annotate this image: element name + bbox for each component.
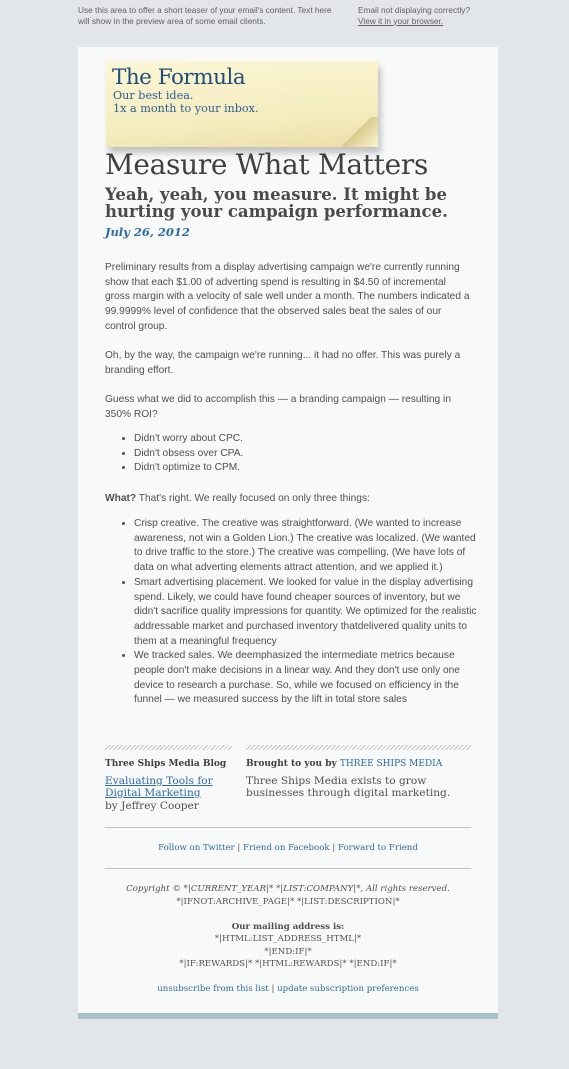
preheader-teaser: Use this area to offer a short teaser of your email's content. Text here will show in the preview area of some email clients. bbox=[78, 5, 332, 26]
separator: | bbox=[271, 984, 275, 994]
list-item: • We tracked sales. We deemphasized the intermediate metrics because people don't make decisions in a linear way. And they don't use only one device to research a purchase. So, while we focused on efficiency in the funnel — we measured success by the lift in total store sales bbox=[134, 649, 479, 708]
tagline-line-2: 1x a month to your inbox. bbox=[113, 101, 259, 115]
article-date: July 26, 2012 bbox=[105, 225, 190, 239]
footer-accent-bar bbox=[78, 1013, 498, 1019]
mailing-address: *|HTML:LIST_ADDRESS_HTML|* bbox=[214, 934, 362, 944]
rewards-tag: *|IF:REWARDS|* *|HTML:REWARDS|* *|END:IF|* bbox=[179, 959, 397, 969]
paragraph-1: Preliminary results from a display advertising campaign we're currently running show that each $1.00 of adverting spend is resulting in $4.50 of incremental gross margin with a velocity of sale well under a month. The numbers indicated a 99.9999% level of confidence that the observed sales beat the sales of our control group. bbox=[105, 262, 470, 332]
what-paragraph bbox=[105, 492, 471, 507]
list-item: • Didn't optimize to CPM. bbox=[134, 461, 479, 476]
update-preferences-link[interactable]: update subscription preferences bbox=[277, 984, 419, 994]
blog-post-link[interactable]: Evaluating Tools for Digital Marketing bbox=[105, 775, 213, 799]
paragraph-3: Guess what we did to accomplish this — a branding campaign — resulting in 350% ROI? bbox=[105, 394, 451, 420]
copyright-text: Copyright © *|CURRENT_YEAR|* *|LIST:COMPANY|*, All rights reserved. bbox=[126, 884, 450, 894]
list-item: • Smart advertising placement. We looked for value in the display advertising spend. Likely, we could have found cheaper sources of inventory, but we didn't sacrifice quality impressions for quantity. We optimized for the realistic addressable market and purchased inventory thatdelivered quality units to them at a meaningful frequency bbox=[134, 576, 479, 650]
brought-description: Three Ships Media exists to grow businesses through digital marketing. bbox=[246, 775, 451, 799]
blog-author: by Jeffrey Cooper bbox=[105, 800, 199, 812]
what-strong: What? bbox=[105, 493, 137, 504]
divider-line bbox=[105, 827, 471, 828]
preheader-browser-link bbox=[358, 5, 498, 26]
blog-heading: Three Ships Media Blog bbox=[105, 759, 227, 769]
unsubscribe-row bbox=[105, 983, 471, 996]
focus-list bbox=[106, 517, 479, 708]
separator: | bbox=[237, 843, 241, 853]
social-links bbox=[105, 842, 471, 855]
view-in-browser-link[interactable]: View it in your browser. bbox=[358, 15, 444, 26]
brought-divider bbox=[246, 745, 471, 750]
endif-tag: *|END:IF|* bbox=[264, 946, 312, 957]
facebook-link[interactable]: Friend on Facebook bbox=[243, 843, 330, 853]
brought-prefix: Brought to you by bbox=[246, 759, 340, 769]
unsubscribe-link[interactable]: unsubscribe from this list bbox=[157, 984, 269, 994]
list-item: • Didn't obsess over CPA. bbox=[134, 447, 479, 462]
legal-block bbox=[105, 883, 471, 996]
email-body bbox=[78, 47, 498, 1013]
article-headline: Measure What Matters bbox=[105, 148, 429, 181]
divider-line bbox=[105, 868, 471, 869]
separator: | bbox=[332, 843, 336, 853]
dont-list bbox=[106, 432, 479, 476]
what-rest: That's right. We really focused on only three things: bbox=[136, 493, 370, 504]
blog-divider bbox=[105, 745, 232, 750]
twitter-link[interactable]: Follow on Twitter bbox=[158, 843, 235, 853]
not-displaying-text: Email not displaying correctly? bbox=[358, 5, 471, 15]
list-item: • Didn't worry about CPC. bbox=[134, 432, 479, 447]
archive-description: *|IFNOT:ARCHIVE_PAGE|* *|LIST:DESCRIPTION|* bbox=[176, 896, 400, 907]
paragraph-2: Oh, by the way, the campaign we're running... it had no offer. This was purely a branding effort. bbox=[105, 350, 461, 376]
forward-link[interactable]: Forward to Friend bbox=[337, 843, 418, 853]
tagline-line-1: Our best idea. bbox=[113, 89, 194, 102]
list-item: • Crisp creative. The creative was straightforward. (We wanted to increase awareness, not win a Golden Lion.) The creative was localized. (We wanted to drive traffic to the store.) The creative was compelling. (We have lots of data on what adverting elements attract attention, and we applied it.) bbox=[134, 517, 479, 576]
article-subhead: Yeah, yeah, you measure. It might be hurting your campaign performance. bbox=[105, 185, 448, 221]
newsletter-title: The Formula bbox=[112, 65, 246, 90]
header-sticky-note bbox=[106, 61, 378, 147]
three-ships-media-link[interactable]: THREE SHIPS MEDIA bbox=[339, 759, 443, 769]
newsletter-tagline bbox=[113, 90, 259, 115]
page-curl-decoration bbox=[334, 117, 378, 147]
brought-heading bbox=[246, 759, 442, 769]
mailing-heading: Our mailing address is: bbox=[231, 921, 345, 932]
